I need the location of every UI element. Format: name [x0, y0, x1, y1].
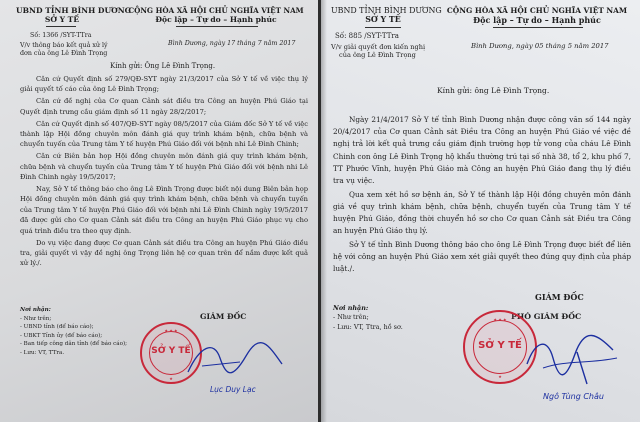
agency-header: [331, 6, 442, 24]
nation-line1: CỘNG HÒA XÃ HỘI CHỦ NGHĨA VIỆT NAM: [446, 6, 628, 15]
recipient-item: - UBKT Tỉnh ủy (để báo cáo);: [20, 332, 103, 339]
signer-title-deputy: PHÓ GIÁM ĐỐC: [511, 312, 582, 321]
recipient-item: - Lưu: VT, TTra.: [20, 349, 65, 356]
paragraph: Căn cứ đề nghị của Cơ quan Cảnh sát điều tra Công an huyện Phú Giáo tại Quyết định trưng cầu giám định số 11 ngày 28/2/2017;: [20, 97, 308, 116]
agency-line2: SỞ Y TẾ: [365, 15, 401, 24]
paragraph: Căn cứ Quyết định số 407/QĐ-SYT ngày 08/5/2017 của Giám đốc Sở Y tế về việc thành lập Hội đồng chuyên môn đánh giá quy trình khám bệnh, chữa bệnh và chuyển tuyến của Trung tâm Y tế huyện Phú Giáo đối với bệnh nhi Lê Đình Chinh;: [20, 119, 308, 149]
stamp-text: SỞ Y TẾ: [151, 346, 191, 356]
nation-header: [118, 6, 314, 24]
nation-line2: Độc lập – Tự do – Hạnh phúc: [155, 15, 277, 24]
recipient-item: - Như trên;: [20, 315, 52, 322]
signature: [517, 324, 627, 394]
body-text: [333, 114, 631, 277]
agency-underline: [46, 26, 76, 27]
recipients-list: [20, 306, 127, 358]
agency-header: [16, 6, 132, 24]
recipient-item: - Lưu: VT, Ttra, hồ sơ.: [333, 322, 403, 331]
paragraph: Sở Y tế tỉnh Bình Dương thông báo cho ông Lê Đình Trọng được biết để liên hệ với công an huyện Phú Giáo xem xét giải quyết theo đúng quy định của pháp luật./.: [333, 240, 631, 274]
recipients-list: [333, 304, 403, 332]
agency-line1: UBND TỈNH BÌNH DƯƠNG: [331, 6, 442, 15]
nation-line2: Độc lập – Tự do – Hạnh phúc: [473, 15, 601, 25]
signature: [180, 336, 290, 386]
signer-name: Ngô Tùng Châu: [543, 392, 604, 401]
document-number: Số: 1366 /SYT-TTra: [30, 32, 92, 39]
official-stamp: ★ ★ ★ SỞ Y TẾ ★: [140, 322, 202, 384]
document-right: [321, 0, 640, 422]
paragraph: Căn cứ Biên bản họp Hội đồng chuyên môn đánh giá quy trình khám bệnh, chữa bệnh và chuyển tuyến của Trung tâm Y tế huyện Phú Giáo đối với bệnh nhi Lê Đình Chinh ngày 19/5/2017;: [20, 152, 308, 182]
nation-underline: [176, 26, 258, 27]
paragraph: Ngày 21/4/2017 Sở Y tế tỉnh Bình Dương nhận được công văn số 144 ngày 20/4/2017 của Cơ quan Cảnh sát Điều tra Công an huyện Phú Giáo về việc đề nghị trả lời kết quả trưng cầu giám định trường hợp tử vong của cháu Lê Đình Chinh con ông Lê Đình Trọng hộ khẩu thường trú tại số nhà 38, tổ 2, khu phố 7, TT Phước Vĩnh, huyện Phú Giáo mà Công an huyện Phú Giáo đang thụ lý điều tra vụ việc.: [333, 115, 631, 186]
recipient-item: - Như trên;: [333, 313, 369, 322]
agency-underline: [365, 27, 401, 28]
document-date: Bình Dương, ngày 17 tháng 7 năm 2017: [168, 40, 296, 47]
nation-line1: CỘNG HÒA XÃ HỘI CHỦ NGHĨA VIỆT NAM: [128, 6, 304, 15]
paragraph: Căn cứ Quyết định số 279/QĐ-SYT ngày 21/3/2017 của Sở Y tế về việc thụ lý giải quyết tố cáo của ông Lê Đình Trọng;: [20, 75, 308, 94]
subject-line2: của ông Lê Đình Trọng: [339, 51, 416, 59]
subject-line2: đơn của ông Lê Đình Trọng: [20, 50, 108, 57]
document-number: Số: 885 /SYT-TTra: [335, 32, 399, 40]
signer-name: Lục Duy Lạc: [210, 385, 256, 394]
recipients-title: Nơi nhận:: [20, 307, 51, 313]
paragraph: Nay, Sở Y tế thông báo cho ông Lê Đình Trọng được biết nội dung Biên bản họp Hội đồng chuyên môn đánh giá quy trình khám bệnh, chữa bệnh và chuyển tuyến của Trung tâm Y tế huyện Phú Giáo đối với bệnh nhi Lê Đình Chinh ngày 19/5/2017 đã được gửi cho Cơ quan Cảnh sát điều tra Công an huyện Phú Giáo phục vụ cho quá trình điều tra theo quy định.: [20, 185, 308, 235]
stamp-text: SỞ Y TẾ: [478, 340, 522, 351]
agency-line2: SỞ Y TẾ: [44, 15, 80, 24]
recipient-item: - Ban tiếp công dân tỉnh (để báo cáo);: [20, 341, 128, 348]
recipient-item: - UBND tỉnh (để báo cáo);: [20, 324, 94, 331]
recipients-title: Nơi nhận:: [333, 304, 369, 312]
subject-line1: V/v giải quyết đơn kiến nghị: [331, 43, 426, 51]
recipient-line: Kính gửi: ông Lê Đình Trọng.: [437, 86, 550, 95]
agency-line1: UBND TỈNH BÌNH DƯƠNG: [16, 6, 132, 15]
subject-line1: V/v thông báo kết quả xử lý: [20, 42, 108, 49]
body-text: [20, 74, 308, 270]
official-stamp: ★ ★ ★ SỞ Y TẾ ★: [463, 310, 537, 384]
nation-header: [437, 6, 637, 25]
paragraph: Qua xem xét hồ sơ bệnh án, Sở Y tế thành lập Hội đồng chuyên môn đánh giá về quy trình khám bệnh, chữa bệnh, chuyển tuyến của Trung tâm Y tế huyện Phú Giáo, đồng thời chuyển hồ sơ cho Cơ quan Cảnh sát Điều tra Công an huyện Phú Giáo thụ lý.: [333, 189, 631, 236]
document-date: Bình Dương, ngày 05 tháng 5 năm 2017: [471, 42, 609, 50]
paragraph: Do vụ việc đang được Cơ quan Cảnh sát điều tra Công an huyện Phú Giáo điều tra, giải quyết vì vậy đề nghị ông Trọng liên hệ cơ quan trên để nắm được kết quả xử lý./.: [20, 238, 308, 268]
signer-title: GIÁM ĐỐC: [200, 312, 247, 321]
document-left: [0, 0, 318, 422]
recipient-line: Kính gửi: Ông Lê Đình Trọng.: [110, 62, 216, 70]
nation-underline: [493, 27, 583, 28]
signer-title: GIÁM ĐỐC: [535, 292, 584, 302]
